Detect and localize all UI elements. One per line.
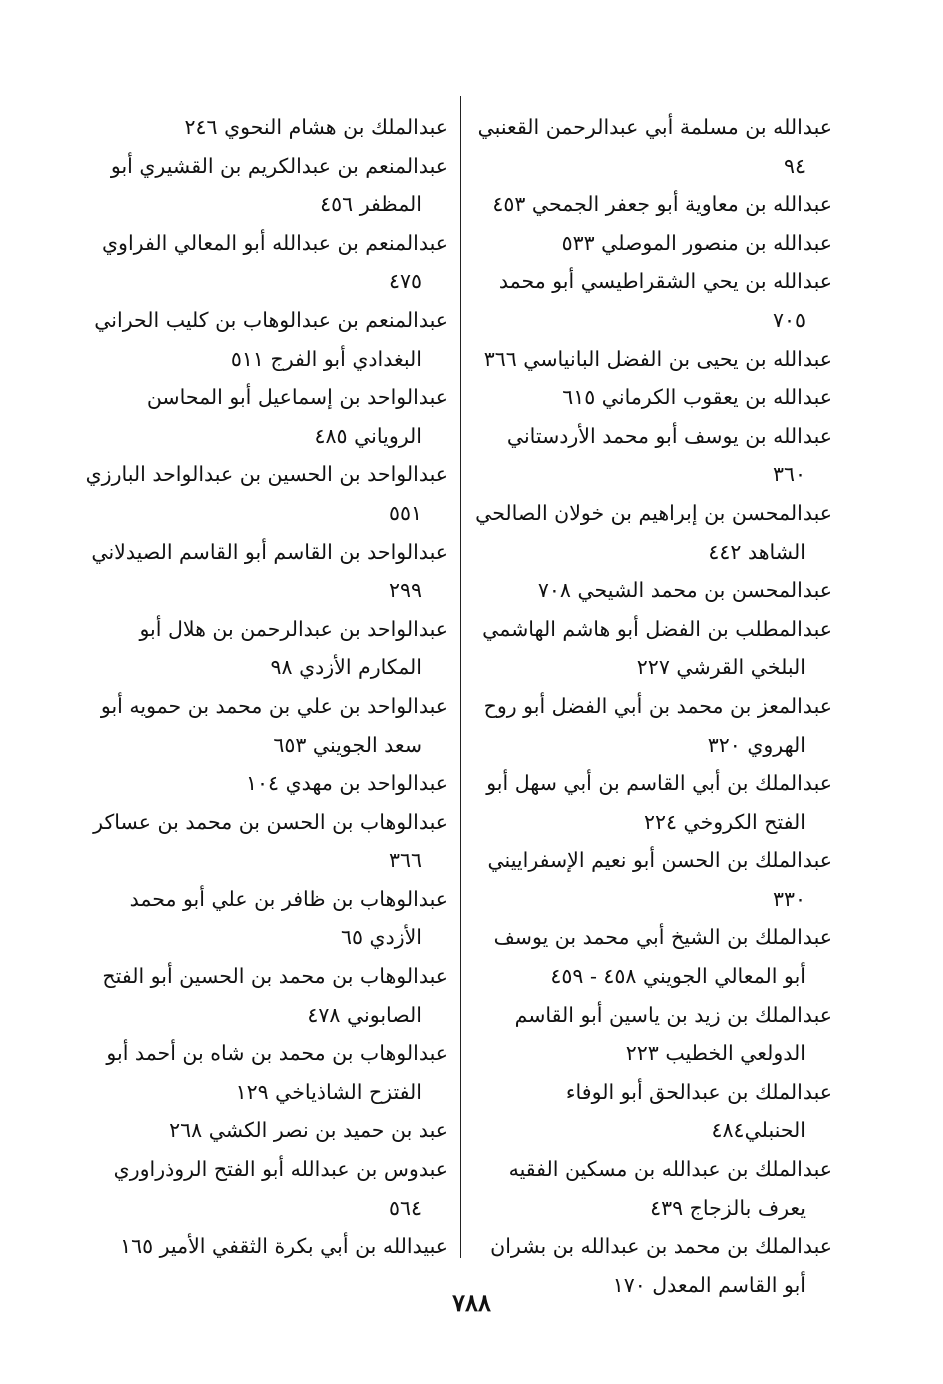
index-entry: عبدالله بن منصور الموصلي ٥٣٣ bbox=[561, 230, 832, 255]
index-entry: عبدالملك بن الشيخ أبي محمد بن يوسف أبو المعالي الجويني ٤٥٨ - ٤٥٩ bbox=[493, 925, 832, 989]
index-entry: عبدالملك بن أبي القاسم بن أبي سهل أبو الفتح الكروخي ٢٢٤ bbox=[486, 771, 832, 834]
index-entry: عبد بن حميد بن نصر الكشي ٢٦٨ bbox=[169, 1118, 448, 1143]
index-entry: عبدالواحد بن الحسين بن عبدالواحد البارزي ٥٥١ bbox=[85, 462, 448, 525]
index-entry: عبدالمطلب بن الفضل أبو هاشم الهاشمي البلخي القرشي ٢٢٧ bbox=[482, 616, 832, 680]
index-entry: عبدالله بن يحيى بن الفضل البانياسي ٣٦٦ bbox=[483, 346, 832, 371]
index-entry: عبدالملك بن عبدالحق أبو الوفاء الحنبلي٤٨٤ bbox=[565, 1079, 832, 1143]
index-entry: عبدالوهاب بن محمد بن شاه بن أحمد أبو الفتزح الشاذياخي ١٢٩ bbox=[106, 1041, 448, 1104]
index-entry: عبدوس بن عبدالله أبو الفتح الروذراوري ٥٦٤ bbox=[113, 1157, 448, 1220]
index-entry: عبدالله بن مسلمة أبي عبدالرحمن القعنبي ٩٤ bbox=[477, 115, 832, 178]
index-entry: عبدالمنعم بن عبدالكريم بن القشيري أبو المظفر ٤٥٦ bbox=[110, 153, 448, 217]
index-entry: عبدالله بن يعقوب الكرماني ٦١٥ bbox=[562, 385, 832, 410]
column-divider bbox=[460, 96, 461, 1258]
index-entry: عبدالوهاب بن ظافر بن علي أبو محمد الأزدي ٦٥ bbox=[129, 886, 448, 950]
index-entry: عبدالملك بن زيد بن ياسين أبو القاسم الدولعي الخطيب ٢٢٣ bbox=[514, 1002, 832, 1066]
index-entry: عبدالله بن يحي الشقراطيسي أبو محمد ٧٠٥ bbox=[498, 269, 832, 332]
index-entry: عبدالمعز بن محمد بن أبي الفضل أبو روح الهروي ٣٢٠ bbox=[483, 693, 832, 757]
index-entry: عبدالملك بن عبدالله بن مسكين الفقيه يعرف بالزجاج ٤٣٩ bbox=[508, 1157, 832, 1220]
index-entry: عبدالواحد بن علي بن محمد بن حمويه أبو سعد الجويني ٦٥٣ bbox=[100, 693, 448, 757]
index-entry: عبدالوهاب بن الحسن بن محمد بن عساكر ٣٦٦ bbox=[93, 809, 448, 873]
index-entry: عبدالمحسن بن محمد الشيحي ٧٠٨ bbox=[537, 578, 832, 603]
index-entry: عبيدالله بن أبي بكرة الثقفي الأمير ١٦٥ bbox=[120, 1234, 448, 1259]
index-entry: عبدالواحد بن مهدي ١٠٤ bbox=[246, 771, 448, 796]
index-entry: عبدالملك بن الحسن أبو نعيم الإسفراييني ٣٣٠ bbox=[487, 848, 832, 911]
index-entry: عبدالله بن معاوية أبو جعفر الجمحي ٤٥٣ bbox=[492, 192, 832, 217]
index-entry: عبدالواحد بن القاسم أبو القاسم الصيدلاني ٢٩٩ bbox=[91, 539, 448, 603]
index-entry: عبدالمحسن بن إبراهيم بن خولان الصالحي الشاهد ٤٤٢ bbox=[475, 500, 832, 564]
left-column bbox=[80, 108, 448, 1266]
index-entry: عبدالواحد بن إسماعيل أبو المحاسن الروياني ٤٨٥ bbox=[146, 385, 448, 448]
index-entry: عبدالملك بن محمد بن عبدالله بن بشران أبو القاسم المعدل ١٧٠ bbox=[490, 1234, 832, 1297]
index-entry: عبدالواحد بن عبدالرحمن بن هلال أبو المكارم الأزدي ٩٨ bbox=[139, 616, 448, 680]
index-entry: عبدالمنعم بن عبدالله أبو المعالي الفراوي ٤٧٥ bbox=[102, 230, 448, 294]
index-entry: عبدالوهاب بن محمد بن الحسين أبو الفتح الصابوني ٤٧٨ bbox=[102, 964, 448, 1027]
index-entry: عبدالملك بن هشام النحوي ٢٤٦ bbox=[184, 115, 448, 139]
index-entry: عبدالله بن يوسف أبو محمد الأردستاني ٣٦٠ bbox=[506, 423, 832, 487]
index-entry: عبدالمنعم بن عبدالوهاب بن كليب الحراني البغدادي أبو الفرج ٥١١ bbox=[94, 307, 448, 371]
right-column bbox=[470, 108, 832, 1304]
page-number: ٧٨٨ bbox=[452, 1288, 491, 1317]
